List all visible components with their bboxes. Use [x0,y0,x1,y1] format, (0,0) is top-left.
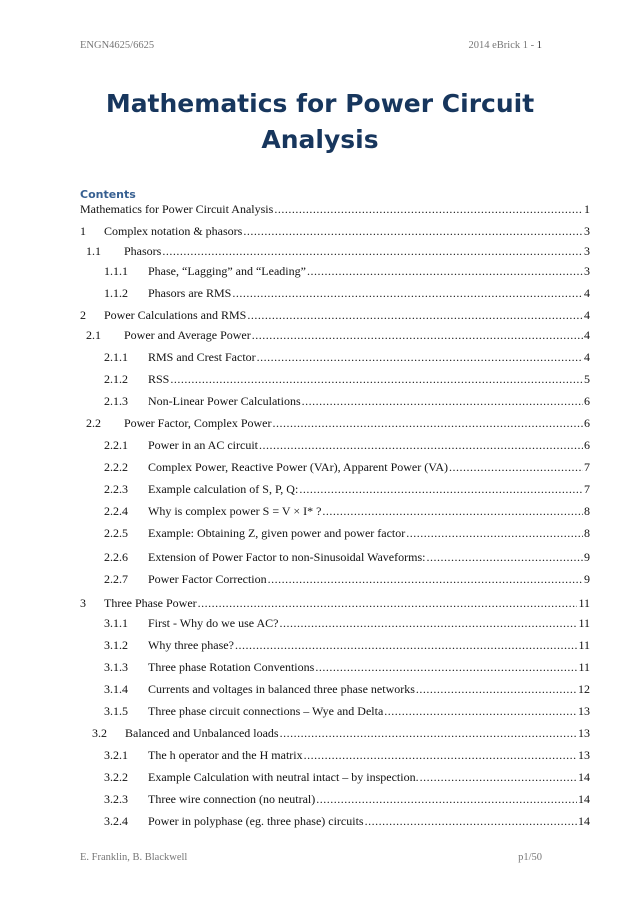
toc-entry-page: 9 [584,550,590,564]
toc-entry[interactable] [104,790,590,808]
toc-entry-number: 2.1 [86,328,101,342]
toc-entry[interactable] [86,242,590,260]
toc-dot-leader [315,658,577,676]
toc-dot-leader [162,242,583,260]
toc-entry-number: 3.2.2 [104,770,128,784]
toc-entry-number: 2.2.7 [104,572,128,586]
toc-dot-leader [420,768,577,786]
toc-entry-number: 1.1.2 [104,286,128,300]
toc-entry-page: 8 [584,504,590,518]
toc-entry[interactable] [104,570,590,588]
contents-heading: Contents [80,188,136,201]
toc-entry-title: Power in polyphase (eg. three phase) circuits [148,814,364,828]
header-doc-label: 2014 eBrick 1 - [468,40,537,51]
toc-entry-title: Example Calculation with neutral intact – by inspection. [148,770,419,784]
toc-entry-page: 6 [584,438,590,452]
toc-entry[interactable] [104,524,590,542]
toc-dot-leader [299,480,583,498]
toc-entry[interactable] [80,306,590,324]
toc-entry-page: 6 [584,416,590,430]
toc-entry-number: 3.2 [92,726,107,740]
toc-entry-page: 7 [584,482,590,496]
toc-entry-title: Complex notation & phasors [104,224,243,238]
toc-entry-title: Power Factor Correction [148,572,267,586]
toc-dot-leader [232,284,583,302]
toc-entry[interactable] [104,768,590,786]
toc-entry-title: Balanced and Unbalanced loads [125,726,279,740]
toc-entry-page: 3 [584,224,590,238]
toc-dot-leader [274,200,583,218]
toc-entry[interactable] [104,480,590,498]
toc-dot-leader [252,326,583,344]
toc-entry[interactable] [104,348,590,366]
toc-entry-number: 2.1.3 [104,394,128,408]
toc-dot-leader [449,458,583,476]
toc-entry-page: 11 [578,638,590,652]
toc-entry-title: Three wire connection (no neutral) [148,792,316,806]
toc-entry-page: 14 [578,814,590,828]
toc-entry-title: RMS and Crest Factor [148,350,256,364]
toc-entry-number: 3.2.4 [104,814,128,828]
toc-entry[interactable] [104,370,590,388]
toc-entry-number: 3.1.5 [104,704,128,718]
toc-entry[interactable] [104,614,590,632]
toc-entry-page: 4 [584,286,590,300]
toc-dot-leader [322,502,583,520]
header-doc-info [469,40,543,51]
toc-entry-title: Why three phase? [148,638,234,652]
toc-entry-number: 2.2.1 [104,438,128,452]
toc-entry[interactable] [80,222,590,240]
toc-dot-leader [406,524,583,542]
toc-entry-page: 4 [584,308,590,322]
toc-entry-number: 3.2.3 [104,792,128,806]
toc-dot-leader [243,222,583,240]
toc-entry[interactable] [104,702,590,720]
toc-entry-page: 9 [584,572,590,586]
toc-dot-leader [198,594,578,612]
toc-entry-page: 7 [584,460,590,474]
document-title-line-1: Mathematics for Power Circuit [105,89,535,118]
toc-dot-leader [416,680,577,698]
toc-entry[interactable] [104,436,590,454]
toc-entry-number: 2.1.1 [104,350,128,364]
toc-entry-title: Complex Power, Reactive Power (VAr), Apparent Power (VA) [148,460,449,474]
toc-entry[interactable] [104,284,590,302]
toc-entry-title: Power in an AC circuit [148,438,258,452]
toc-entry[interactable] [104,636,590,654]
toc-entry-page: 4 [584,350,590,364]
toc-entry[interactable] [104,680,590,698]
toc-dot-leader [279,614,577,632]
toc-entry-page: 5 [584,372,590,386]
toc-entry-title: Currents and voltages in balanced three phase networks [148,682,415,696]
toc-entry-number: 1 [80,224,86,238]
toc-entry-page: 11 [578,596,590,610]
footer-authors: E. Franklin, B. Blackwell [80,852,188,863]
toc-entry-title: Power and Average Power [124,328,251,342]
toc-entry-page: 13 [578,726,590,740]
toc-entry-title: Mathematics for Power Circuit Analysis [80,202,274,216]
toc-entry[interactable] [104,548,590,566]
toc-entry-number: 2.2.5 [104,526,128,540]
toc-entry-page: 6 [584,394,590,408]
toc-entry-number: 2 [80,308,86,322]
toc-entry-title: Phasors [124,244,162,258]
header-page-number: 1 [536,40,542,51]
toc-dot-leader [273,414,584,432]
toc-entry-title: Why is complex power S = V × I* ? [148,504,322,518]
toc-entry-title: Non-Linear Power Calculations [148,394,301,408]
toc-dot-leader [257,348,583,366]
toc-dot-leader [304,746,577,764]
toc-dot-leader [280,724,577,742]
toc-dot-leader [170,370,583,388]
toc-entry-number: 1.1 [86,244,101,258]
toc-entry-page: 14 [578,792,590,806]
toc-entry-page: 3 [584,264,590,278]
toc-entry-title: The h operator and the H matrix [148,748,303,762]
toc-entry[interactable] [104,658,590,676]
toc-entry-number: 2.2 [86,416,101,430]
toc-entry-title: RSS [148,372,170,386]
toc-entry-number: 2.2.6 [104,550,128,564]
toc-entry-number: 3 [80,596,86,610]
toc-entry[interactable] [86,326,590,344]
toc-entry-title: Three phase circuit connections – Wye and Delta [148,704,384,718]
toc-dot-leader [268,570,583,588]
toc-entry-number: 2.2.4 [104,504,128,518]
toc-entry-page: 11 [578,616,590,630]
document-title [80,86,560,158]
toc-dot-leader [384,702,577,720]
toc-dot-leader [365,812,577,830]
toc-entry[interactable] [80,594,590,612]
toc-entry[interactable] [104,502,590,520]
footer-page-count: p1/50 [518,852,542,863]
toc-entry-page: 12 [578,682,590,696]
document-title-line-2: Analysis [261,125,379,154]
toc-entry-title: Phase, “Lagging” and “Leading” [148,264,306,278]
toc-entry[interactable] [80,200,590,218]
toc-dot-leader [426,548,583,566]
toc-dot-leader [247,306,583,324]
toc-entry-page: 4 [584,328,590,342]
toc-entry[interactable] [86,414,590,432]
toc-entry-page: 1 [584,202,590,216]
toc-entry-title: Example calculation of S, P, Q: [148,482,299,496]
toc-entry-page: 3 [584,244,590,258]
toc-entry-number: 1.1.1 [104,264,128,278]
toc-dot-leader [316,790,577,808]
toc-entry-page: 13 [578,748,590,762]
toc-entry-page: 14 [578,770,590,784]
toc-entry[interactable] [104,746,590,764]
toc-entry-number: 3.1.1 [104,616,128,630]
toc-entry-number: 2.2.3 [104,482,128,496]
toc-entry-title: Three phase Rotation Conventions [148,660,315,674]
toc-entry-title: Example: Obtaining Z, given power and power factor [148,526,406,540]
toc-entry-number: 2.2.2 [104,460,128,474]
toc-entry[interactable] [104,262,590,280]
toc-entry-page: 11 [578,660,590,674]
toc-entry-number: 3.2.1 [104,748,128,762]
toc-entry[interactable] [104,812,590,830]
toc-entry[interactable] [92,724,590,742]
toc-entry-title: Power Calculations and RMS [104,308,247,322]
toc-entry-title: Power Factor, Complex Power [124,416,272,430]
toc-dot-leader [259,436,583,454]
toc-dot-leader [307,262,583,280]
toc-entry-title: Extension of Power Factor to non-Sinusoidal Waveforms: [148,550,426,564]
toc-entry-number: 3.1.4 [104,682,128,696]
toc-entry-number: 3.1.3 [104,660,128,674]
toc-entry-number: 2.1.2 [104,372,128,386]
toc-entry-title: Three Phase Power [104,596,197,610]
toc-entry-page: 8 [584,526,590,540]
toc-entry[interactable] [104,458,590,476]
toc-entry[interactable] [104,392,590,410]
toc-dot-leader [235,636,577,654]
course-code: ENGN4625/6625 [80,40,155,51]
toc-dot-leader [302,392,583,410]
toc-entry-title: First - Why do we use AC? [148,616,279,630]
toc-entry-number: 3.1.2 [104,638,128,652]
toc-entry-title: Phasors are RMS [148,286,232,300]
toc-entry-page: 13 [578,704,590,718]
